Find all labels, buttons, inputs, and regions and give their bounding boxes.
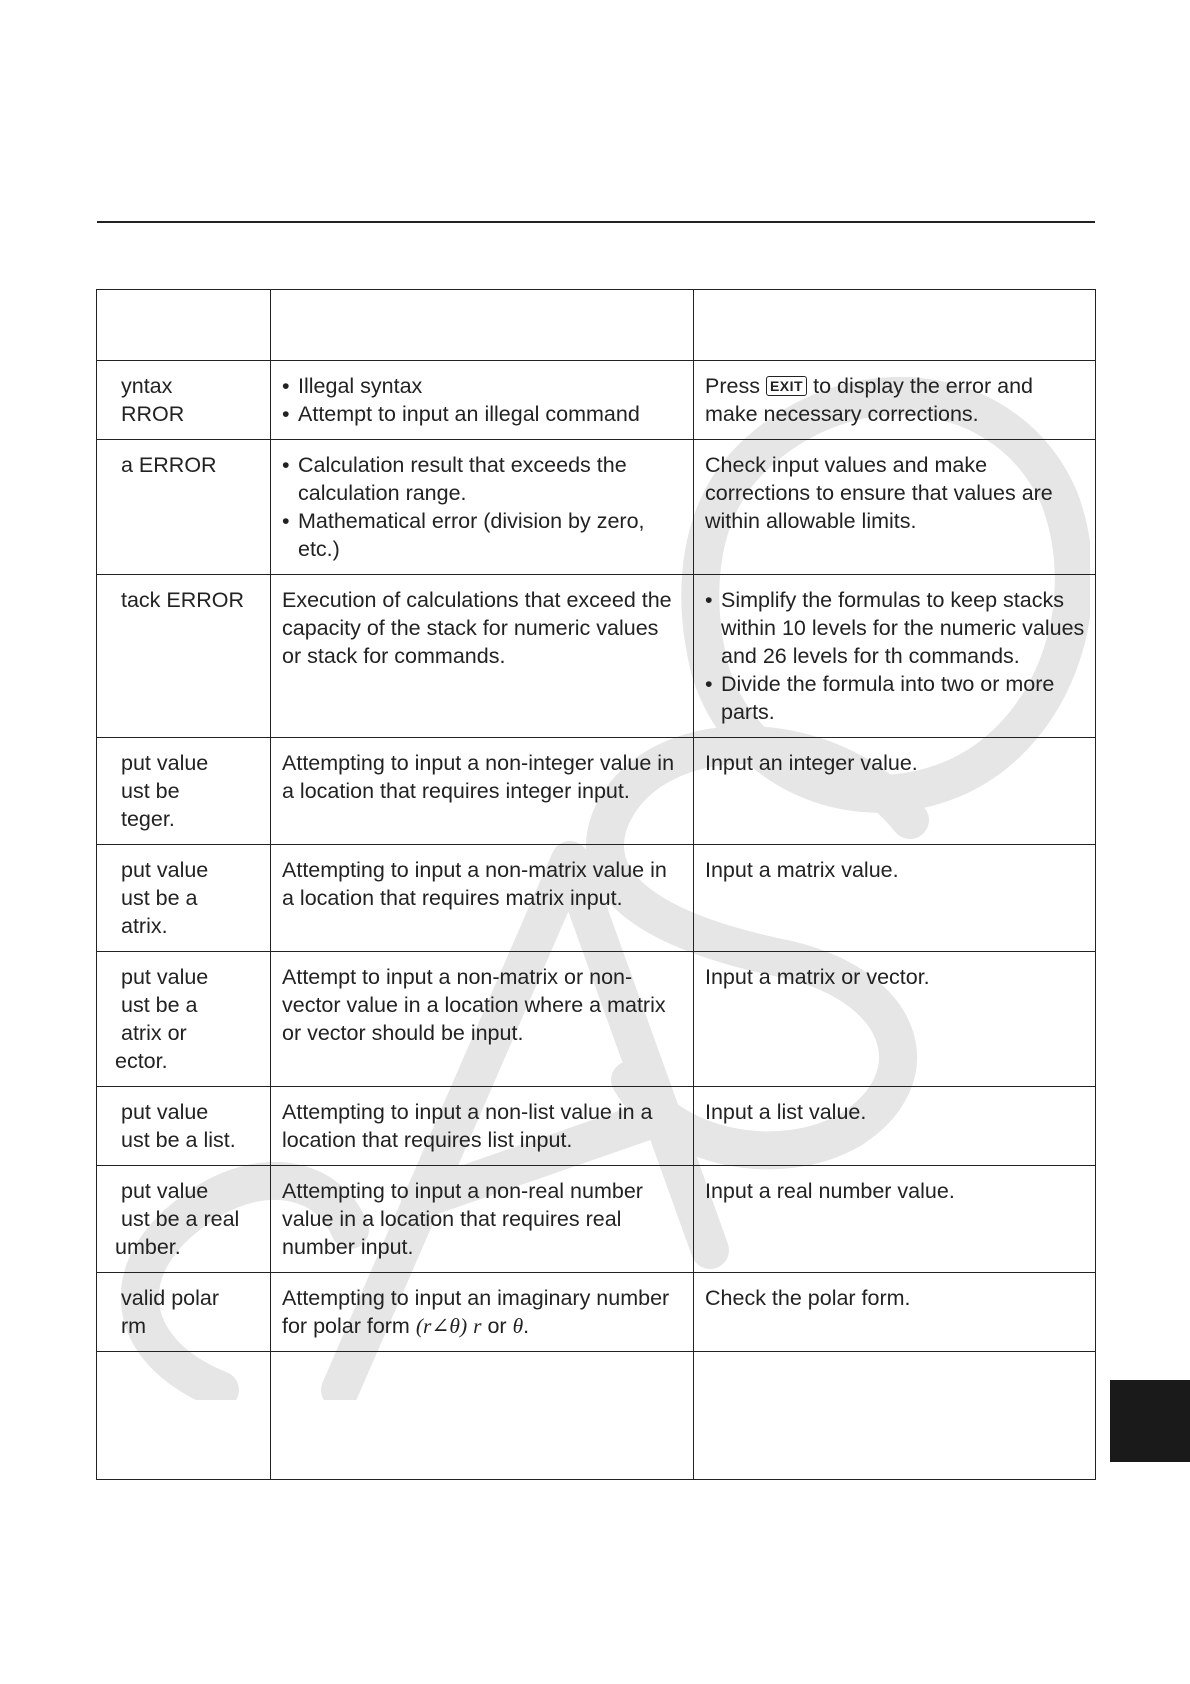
countermeasure-cell: Input a matrix or vector. bbox=[694, 952, 1096, 1087]
meaning-cell: Attempt to input a non-matrix or non-vector value in a location where a matrix or vector should be input. bbox=[271, 952, 694, 1087]
message-line: rm bbox=[121, 1314, 147, 1338]
countermeasure-prefix: Press bbox=[705, 374, 760, 398]
message-line: atrix. bbox=[121, 914, 168, 938]
message-line: RROR bbox=[121, 402, 185, 426]
meaning-cell bbox=[271, 440, 694, 575]
table-row bbox=[97, 738, 1096, 845]
meaning-item: • Mathematical error (division by zero, etc.) bbox=[282, 507, 683, 563]
countermeasure-item: • Simplify the formulas to keep stacks within 10 levels for the numeric values and 26 levels for th commands. bbox=[705, 586, 1085, 670]
meaning-item: • Attempt to input an illegal command bbox=[282, 400, 683, 428]
table-row bbox=[97, 952, 1096, 1087]
message-cell bbox=[97, 575, 271, 738]
message-line: ust be a bbox=[121, 993, 198, 1017]
table-row bbox=[97, 1273, 1096, 1352]
countermeasure-list bbox=[705, 586, 1085, 726]
message-cell bbox=[97, 361, 271, 440]
message-cell bbox=[97, 440, 271, 575]
message-line: yntax bbox=[121, 374, 173, 398]
message-line: put value bbox=[121, 1100, 209, 1124]
message-line: teger. bbox=[121, 807, 175, 831]
countermeasure-cell: Check the polar form. bbox=[694, 1273, 1096, 1352]
message-line: ust be a list. bbox=[121, 1128, 236, 1152]
header-cell-countermeasure bbox=[694, 290, 1096, 361]
chapter-tab bbox=[1110, 1380, 1190, 1462]
countermeasure-cell bbox=[694, 361, 1096, 440]
message-line: tack ERROR bbox=[121, 588, 245, 612]
header-cell-meaning bbox=[271, 290, 694, 361]
countermeasure-cell: Input a matrix value. bbox=[694, 845, 1096, 952]
table-header-row bbox=[97, 290, 1096, 361]
meaning-end: . bbox=[523, 1314, 530, 1338]
message-line: ust be a bbox=[121, 886, 198, 910]
polar-var-r: r bbox=[473, 1314, 482, 1338]
table-row bbox=[97, 845, 1096, 952]
countermeasure-item: • Divide the formula into two or more parts. bbox=[705, 670, 1085, 726]
table-row bbox=[97, 440, 1096, 575]
table-row bbox=[97, 1087, 1096, 1166]
meaning-cell: Attempting to input a non-integer value in a location that requires integer input. bbox=[271, 738, 694, 845]
countermeasure-cell bbox=[694, 575, 1096, 738]
table-row bbox=[97, 1166, 1096, 1273]
table-empty-row bbox=[97, 1352, 1096, 1480]
meaning-list bbox=[282, 372, 683, 428]
empty-cell bbox=[97, 1352, 271, 1480]
meaning-cell bbox=[271, 1273, 694, 1352]
message-line: put value bbox=[121, 858, 209, 882]
header-cell-message bbox=[97, 290, 271, 361]
table-row bbox=[97, 361, 1096, 440]
countermeasure-cell: Input a real number value. bbox=[694, 1166, 1096, 1273]
meaning-list bbox=[282, 451, 683, 563]
message-line: put value bbox=[121, 965, 209, 989]
meaning-text: Attempting to input an imaginary number for polar form bbox=[282, 1286, 670, 1338]
table-row bbox=[97, 575, 1096, 738]
exit-key-icon: EXIT bbox=[766, 376, 807, 396]
header-rule bbox=[97, 221, 1095, 223]
message-line: put value bbox=[121, 751, 209, 775]
meaning-cell: Attempting to input a non-matrix value in a location that requires matrix input. bbox=[271, 845, 694, 952]
message-cell bbox=[97, 1087, 271, 1166]
countermeasure-cell: Input an integer value. bbox=[694, 738, 1096, 845]
message-cell bbox=[97, 738, 271, 845]
empty-cell bbox=[271, 1352, 694, 1480]
message-line: umber. bbox=[115, 1235, 181, 1259]
meaning-cell bbox=[271, 361, 694, 440]
meaning-cell: Attempting to input a non-list value in a location that requires list input. bbox=[271, 1087, 694, 1166]
countermeasure-suffix: to display the error and make necessary corrections. bbox=[705, 374, 1033, 426]
message-cell bbox=[97, 952, 271, 1087]
message-line: ust be bbox=[121, 779, 180, 803]
meaning-item: • Illegal syntax bbox=[282, 372, 683, 400]
message-line: put value bbox=[121, 1179, 209, 1203]
countermeasure-cell: Input a list value. bbox=[694, 1087, 1096, 1166]
message-cell bbox=[97, 845, 271, 952]
meaning-item: • Calculation result that exceeds the calculation range. bbox=[282, 451, 683, 507]
message-line: atrix or bbox=[121, 1021, 187, 1045]
message-cell bbox=[97, 1166, 271, 1273]
message-line: valid polar bbox=[121, 1286, 219, 1310]
polar-var-theta: θ bbox=[512, 1314, 524, 1338]
message-line: a ERROR bbox=[121, 453, 217, 477]
message-line: ust be a real bbox=[121, 1207, 240, 1231]
meaning-cell: Attempting to input a non-real number value in a location that requires real number input. bbox=[271, 1166, 694, 1273]
countermeasure-cell: Check input values and make corrections to ensure that values are within allowable limits. bbox=[694, 440, 1096, 575]
message-cell bbox=[97, 1273, 271, 1352]
polar-formula: (r∠θ) bbox=[415, 1314, 468, 1338]
meaning-or: or bbox=[487, 1314, 507, 1338]
empty-cell bbox=[694, 1352, 1096, 1480]
message-line: ector. bbox=[115, 1049, 168, 1073]
error-message-table bbox=[96, 289, 1096, 1480]
meaning-cell: Execution of calculations that exceed the capacity of the stack for numeric values or stack for commands. bbox=[271, 575, 694, 738]
